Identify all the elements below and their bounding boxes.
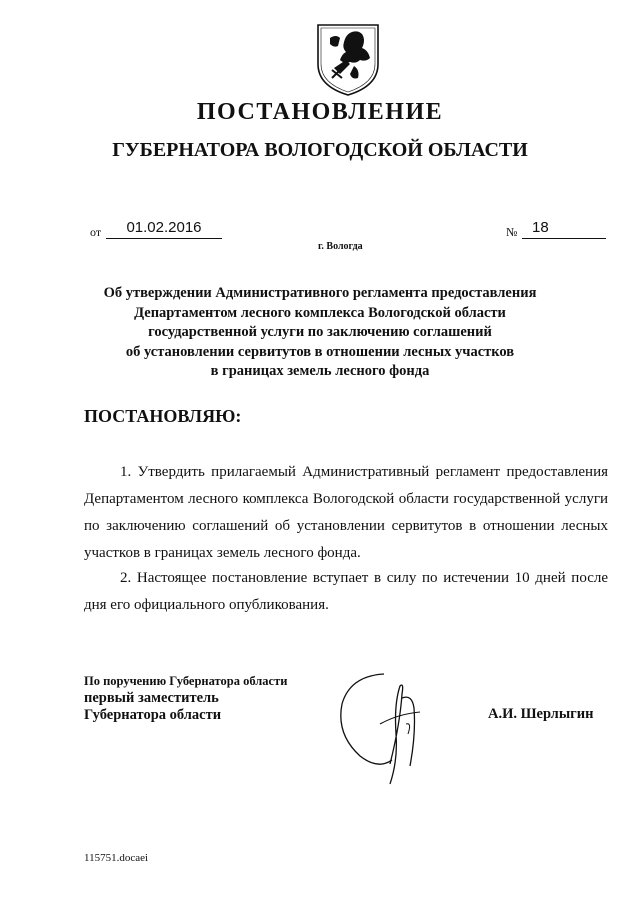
decree-heading: ПОСТАНОВЛЯЮ: (84, 406, 242, 426)
subject-line: в границах земель лесного фонда (210, 363, 430, 379)
coat-of-arms-icon (312, 20, 384, 98)
document-number: 18 (522, 218, 606, 239)
signatory-position-2: Губернатора области (84, 707, 222, 723)
signatory-name: А.И. Шерлыгин (488, 706, 594, 722)
subject-line: об установлении сервитутов в отношении лесных участков (125, 343, 515, 360)
file-reference: 115751.docaei (84, 852, 149, 864)
subject-line: Об утверждении Административного регламента предоставления (103, 285, 537, 301)
city-label: г. Вологда (318, 241, 363, 252)
page-title: ПОСТАНОВЛЕНИЕ (196, 99, 444, 125)
handwritten-signature (320, 664, 450, 794)
page-subtitle: ГУБЕРНАТОРА ВОЛОГОДСКОЙ ОБЛАСТИ (112, 139, 528, 161)
date-prefix: от (90, 225, 102, 239)
paragraph-1: 1. Утвердить прилагаемый Административный регламент предоставления Департаментом лесного комплекса Вологодской области государственной услуги по заключению соглашений об установлении сервитутов в отношении лесных участков в границах земель лесного фонда. (84, 464, 608, 561)
paragraph-2: 2. Настоящее постановление вступает в силу по истечении 10 дней после дня его официального опубликования. (84, 570, 608, 613)
document-subject (60, 284, 580, 382)
subject-line: Департаментом лесного комплекса Вологодской области (134, 304, 506, 321)
signatory-authority: По поручению Губернатора области (84, 674, 288, 688)
document-date: 01.02.2016 (106, 218, 222, 239)
signatory-position: первый заместитель (84, 690, 219, 706)
subject-line: государственной услуги по заключению соглашений (148, 324, 492, 340)
number-prefix: № (506, 225, 518, 239)
